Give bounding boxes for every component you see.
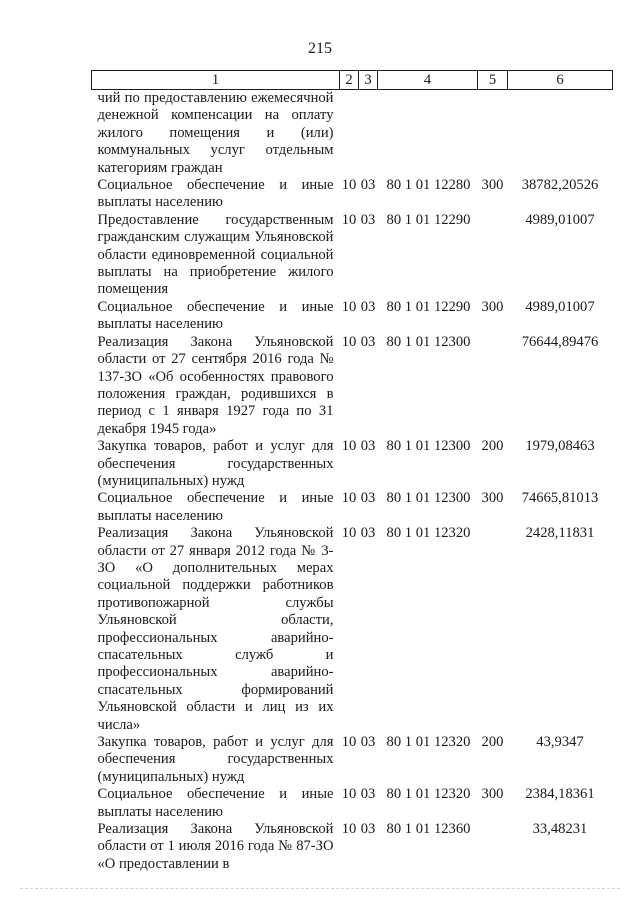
row-expense-type-cell [478, 525, 508, 734]
row-name-cell: чий по предоставлению ежемесячной денежной компенсации на оплату жилого помещения и (или) коммунальных услуг отдельным категориям граждан [97, 90, 334, 176]
table-row [92, 299, 613, 334]
table-row [92, 734, 613, 786]
header-col-1: 1 [92, 71, 340, 90]
page-number: 215 [308, 40, 332, 57]
row-amount-cell: 38782,20526 [521, 177, 599, 194]
header-col-4: 4 [378, 71, 478, 90]
row-name-cell: Социальное обеспечение и иные выплаты населению [97, 490, 334, 524]
row-target-code-cell: 80 1 01 12280 [386, 177, 471, 194]
row-subsection-cell: 03 [360, 333, 376, 350]
row-target-code-cell: 80 1 01 12290 [386, 298, 471, 315]
table-header-row [92, 71, 613, 90]
row-name-cell: Социальное обеспечение и иные выплаты населению [97, 177, 334, 211]
row-name-cell: Социальное обеспечение и иные выплаты населению [97, 298, 334, 333]
row-target-code-cell: 80 1 01 12290 [386, 211, 471, 228]
header-col-5: 5 [478, 71, 508, 90]
row-subsection-cell: 03 [360, 438, 376, 455]
row-expense-type-cell [478, 334, 508, 438]
budget-table [91, 70, 613, 873]
row-subsection-cell: 03 [360, 490, 376, 507]
page-bottom-edge [20, 888, 620, 890]
row-name-cell: Реализация Закона Ульяновской области от 27 сентября 2016 года № 137-ЗО «Об особенностях правового положения граждан, родившихся в период с 1 января 1927 года по 31 декабря 1945 года» [97, 333, 334, 437]
row-expense-type-cell: 300 [481, 298, 504, 315]
table-row [92, 525, 613, 734]
row-amount-cell: 4989,01007 [525, 298, 595, 315]
row-section-cell [340, 90, 359, 178]
row-amount-cell: 2428,11831 [525, 525, 595, 542]
row-subsection-cell: 03 [360, 525, 376, 542]
row-subsection-cell [359, 90, 378, 178]
row-expense-type-cell: 300 [481, 490, 504, 507]
row-target-code-cell: 80 1 01 12300 [386, 333, 471, 350]
row-section-cell: 10 [341, 438, 357, 455]
row-subsection-cell: 03 [360, 177, 376, 194]
row-amount-cell [508, 90, 613, 178]
row-expense-type-cell: 200 [481, 438, 504, 455]
table-row [92, 438, 613, 490]
row-amount-cell: 1979,08463 [525, 438, 595, 455]
row-section-cell: 10 [341, 177, 357, 194]
row-amount-cell: 4989,01007 [525, 211, 595, 228]
row-name-cell: Реализация Закона Ульяновской области от 27 января 2012 года № 3-ЗО «О дополнительных мерах социальной поддержки работников противопожарной службы Ульяновской области, профессиональных аварийно-спасательных служб и профессиональных аварийно-спасательных формирований Ульяновской области и лиц из их числа» [97, 525, 334, 733]
row-expense-type-cell: 300 [481, 177, 504, 194]
table-body [92, 90, 613, 874]
header-col-3: 3 [359, 71, 378, 90]
table-row [92, 90, 613, 178]
row-name-cell: Закупка товаров, работ и услуг для обеспечения государственных (муниципальных) нужд [97, 438, 334, 489]
row-expense-type-cell [478, 821, 508, 873]
row-subsection-cell: 03 [360, 821, 376, 838]
table-row [92, 786, 613, 821]
table-row [92, 177, 613, 212]
row-target-code-cell: 80 1 01 12300 [386, 490, 471, 507]
row-target-code-cell: 80 1 01 12360 [386, 821, 471, 838]
row-target-code-cell: 80 1 01 12320 [386, 734, 471, 751]
row-target-code-cell: 80 1 01 12320 [386, 786, 471, 803]
row-name-cell: Закупка товаров, работ и услуг для обеспечения государственных (муниципальных) нужд [97, 734, 334, 785]
row-section-cell: 10 [341, 211, 357, 228]
row-section-cell: 10 [341, 821, 357, 838]
row-amount-cell: 33,48231 [532, 821, 588, 838]
row-section-cell: 10 [341, 786, 357, 803]
row-amount-cell: 76644,89476 [521, 333, 599, 350]
row-expense-type-cell [478, 212, 508, 299]
row-subsection-cell: 03 [360, 786, 376, 803]
row-subsection-cell: 03 [360, 298, 376, 315]
table-row [92, 334, 613, 438]
row-subsection-cell: 03 [360, 211, 376, 228]
row-name-cell: Предоставление государственным гражданским служащим Ульяновской области единовременной социальной выплаты на приобретение жилого помещения [97, 211, 334, 298]
row-expense-type-cell [478, 90, 508, 178]
row-target-code-cell [378, 90, 478, 178]
header-col-6: 6 [508, 71, 613, 90]
row-amount-cell: 43,9347 [536, 734, 584, 751]
row-section-cell: 10 [341, 333, 357, 350]
row-section-cell: 10 [341, 734, 357, 751]
row-target-code-cell: 80 1 01 12300 [386, 438, 471, 455]
row-name-cell: Социальное обеспечение и иные выплаты населению [97, 786, 334, 820]
table-row [92, 821, 613, 873]
table-row [92, 490, 613, 525]
row-expense-type-cell: 200 [481, 734, 504, 751]
table-row [92, 212, 613, 299]
row-amount-cell: 2384,18361 [525, 786, 595, 803]
row-amount-cell: 74665,81013 [521, 490, 599, 507]
header-col-2: 2 [340, 71, 359, 90]
row-subsection-cell: 03 [360, 734, 376, 751]
row-section-cell: 10 [341, 525, 357, 542]
row-section-cell: 10 [341, 490, 357, 507]
row-target-code-cell: 80 1 01 12320 [386, 525, 471, 542]
row-section-cell: 10 [341, 298, 357, 315]
row-expense-type-cell: 300 [481, 786, 504, 803]
row-name-cell: Реализация Закона Ульяновской области от 1 июля 2016 года № 87-ЗО «О предоставлении в [97, 821, 334, 872]
